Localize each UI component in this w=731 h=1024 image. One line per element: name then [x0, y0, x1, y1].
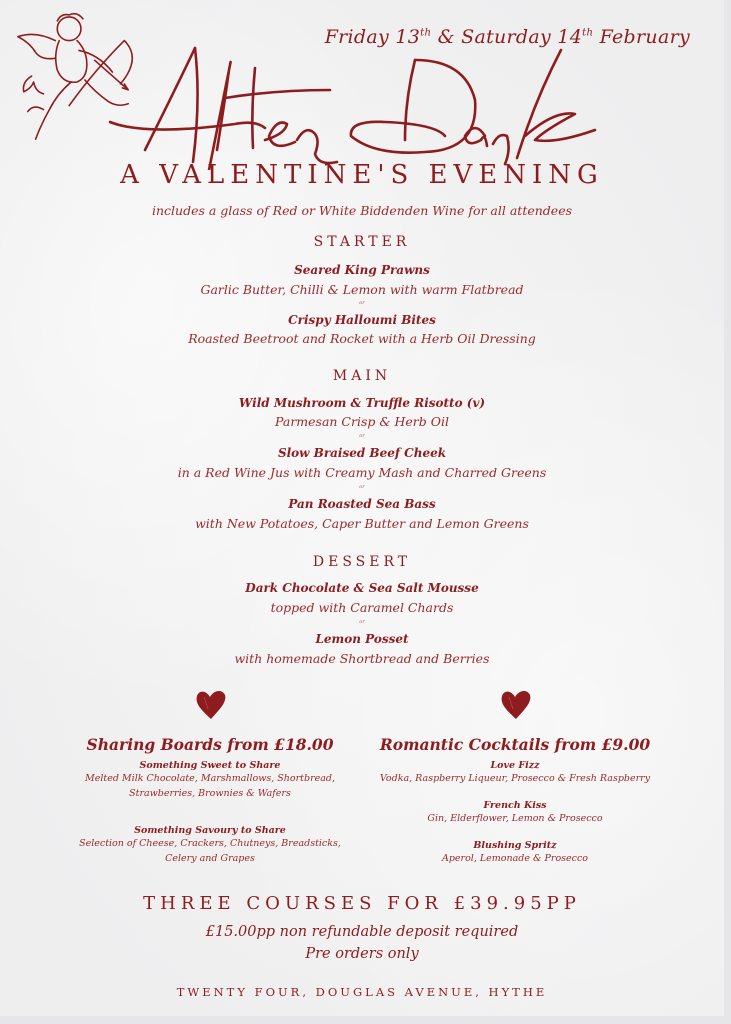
starter-heading: STARTER [313, 234, 411, 250]
cocktail-2-name: French Kiss [483, 800, 547, 811]
starter-dish-2-name: Crispy Halloumi Bites [288, 313, 436, 327]
main-dish-1-name: Wild Mushroom & Truffle Risotto (v) [238, 396, 486, 410]
cocktail-3-name: Blushing Spritz [473, 840, 557, 851]
heart-icon [499, 689, 533, 721]
heart-icon [194, 689, 228, 721]
preorder-note: Pre orders only [305, 946, 419, 962]
dessert-heading: DESSERT [312, 554, 412, 570]
date-day1: Friday 13 [324, 26, 421, 48]
subtitle: A VALENTINE'S EVENING [120, 160, 604, 190]
cocktail-3-desc: Aperol, Lemonade & Prosecco [441, 853, 589, 864]
dessert-dish-1-desc: topped with Caramel Chards [270, 600, 454, 615]
price-line: THREE COURSES FOR £39.95PP [143, 893, 581, 914]
sharing-title: Sharing Boards from £18.00 [86, 735, 334, 754]
sharing-item-2-desc2: Celery and Grapes [165, 853, 255, 864]
starter-dish-1-name: Seared King Prawns [294, 263, 430, 277]
date-sup1: th [420, 27, 432, 39]
sharing-item-2-name: Something Savoury to Share [134, 825, 286, 836]
or-separator: or [359, 484, 365, 490]
main-dish-2-name: Slow Braised Beef Cheek [277, 446, 447, 460]
or-separator: or [359, 300, 365, 306]
sharing-item-2-desc1: Selection of Cheese, Crackers, Chutneys, Breadsticks, [79, 838, 341, 849]
cocktails-section [365, 735, 665, 866]
cocktails-title: Romantic Cocktails from £9.00 [379, 735, 651, 754]
sharing-item-1-desc1: Melted Milk Chocolate, Marshmallows, Shortbread, [85, 773, 335, 784]
deposit-note: £15.00pp non refundable deposit required [205, 924, 519, 940]
sharing-item-1-name: Something Sweet to Share [139, 760, 281, 771]
date-join: & Saturday 14 [431, 26, 583, 48]
cocktail-1-desc: Vodka, Raspberry Liqueur, Prosecco & Fresh Raspberry [379, 773, 651, 784]
main-dish-3-name: Pan Roasted Sea Bass [288, 497, 436, 511]
main-dish-3-desc: with New Potatoes, Caper Butter and Lemon Greens [195, 516, 529, 531]
dessert-dish-2-name: Lemon Posset [315, 632, 409, 646]
cocktail-2-desc: Gin, Elderflower, Lemon & Prosecco [427, 813, 603, 824]
date-month: February [593, 26, 690, 48]
main-dish-2-desc: in a Red Wine Jus with Creamy Mash and Charred Greens [177, 465, 547, 480]
sharing-item-1-desc2: Strawberries, Brownies & Wafers [129, 788, 291, 799]
main-heading: MAIN [332, 368, 392, 384]
cocktail-1-name: Love Fizz [490, 760, 540, 771]
starter-dish-2-desc: Roasted Beetroot and Rocket with a Herb Oil Dressing [188, 331, 536, 346]
date-sup2: th [582, 27, 594, 39]
wine-note: includes a glass of Red or White Biddenden Wine for all attendees [151, 203, 573, 218]
or-separator: or [359, 433, 365, 439]
script-title-after-dark [105, 40, 635, 170]
main-dish-1-desc: Parmesan Crisp & Herb Oil [275, 414, 449, 429]
venue-address: TWENTY FOUR, DOUGLAS AVENUE, HYTHE [176, 985, 548, 999]
or-separator: or [359, 619, 365, 625]
dessert-dish-1-name: Dark Chocolate & Sea Salt Mousse [245, 581, 479, 595]
sharing-boards-section [60, 735, 360, 866]
starter-dish-1-desc: Garlic Butter, Chilli & Lemon with warm Flatbread [200, 282, 524, 297]
dessert-dish-2-desc: with homemade Shortbread and Berries [234, 651, 490, 666]
